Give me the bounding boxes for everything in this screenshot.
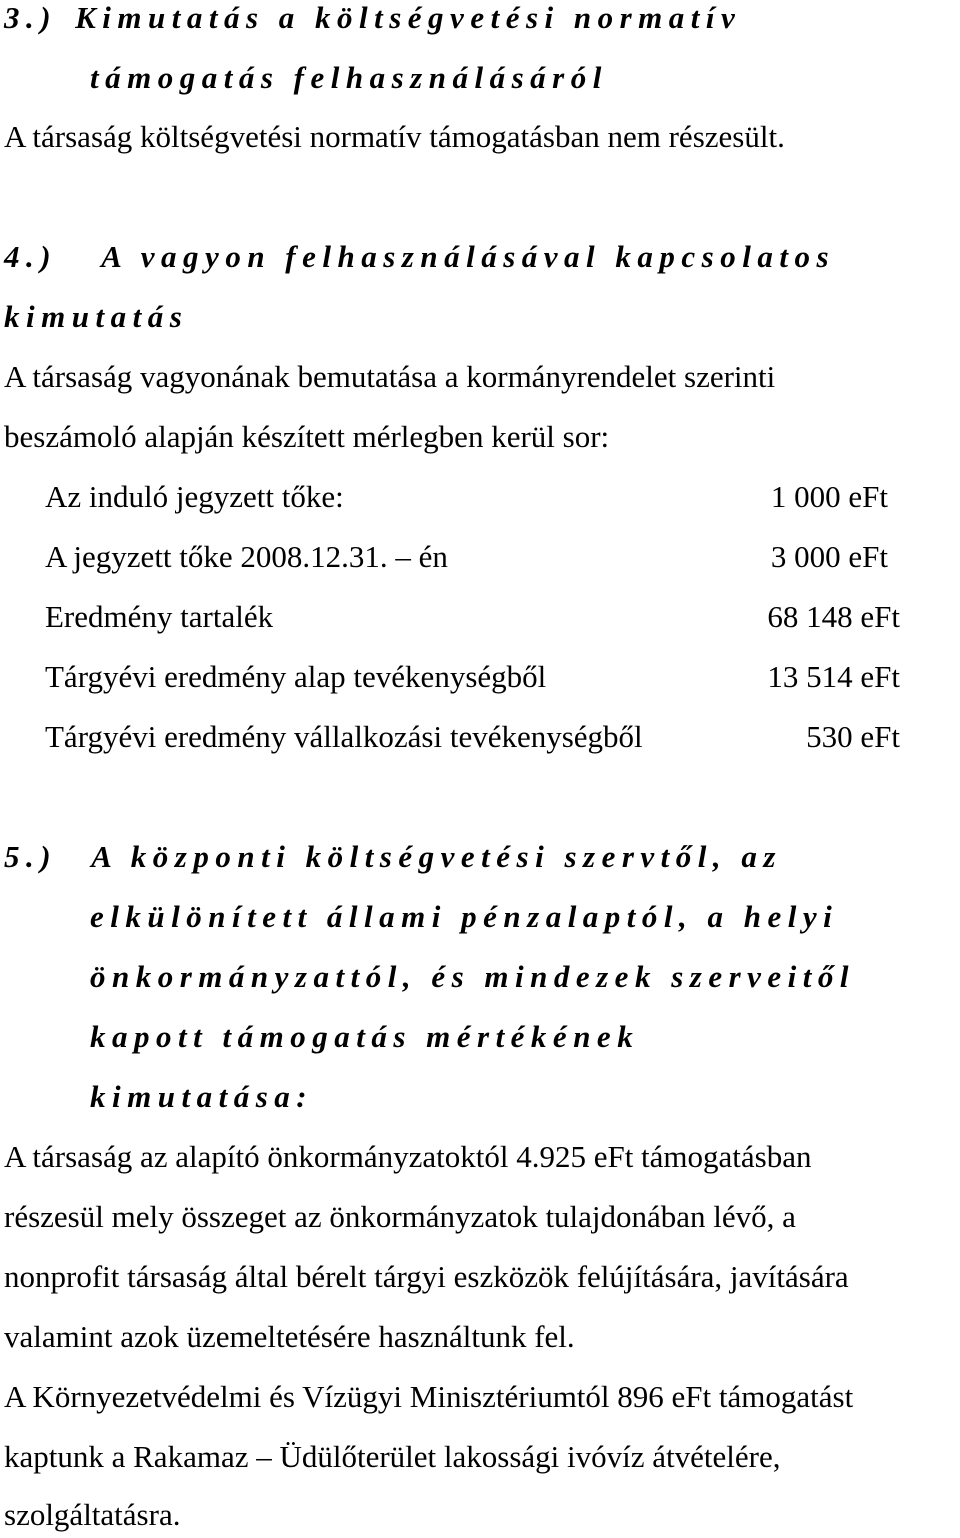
section-4-title-line-1: A vagyon felhasználásával kapcsolatos bbox=[101, 239, 836, 274]
asset-row-label: A jegyzett tőke 2008.12.31. – én bbox=[45, 539, 448, 574]
section-5-body-line: részesül mely összeget az önkormányzatok tulajdonában lévő, a bbox=[4, 1199, 796, 1234]
section-5-body-line: A társaság az alapító önkormányzatoktól 4.925 eFt támogatásban bbox=[4, 1139, 812, 1174]
asset-row-amount: 13 514 eFt bbox=[767, 659, 900, 694]
section-5-title-line-3: önkormányzattól, és mindezek szerveitől bbox=[90, 959, 855, 994]
section-4-body-line-2: beszámoló alapján készített mérlegben kerül sor: bbox=[4, 419, 610, 454]
asset-row bbox=[45, 539, 900, 575]
section-5-body-line: kaptunk a Rakamaz – Üdülőterület lakossági ivóvíz átvételére, bbox=[4, 1439, 781, 1474]
asset-row-label: Eredmény tartalék bbox=[45, 599, 274, 634]
section-5-title-line-5: kimutatása: bbox=[90, 1079, 314, 1114]
asset-row bbox=[45, 599, 900, 635]
section-5-title-line-4: kapott támogatás mértékének bbox=[90, 1019, 640, 1054]
section-4-title-line-2: kimutatás bbox=[4, 299, 189, 334]
asset-row-amount: 1 000 eFt bbox=[770, 479, 888, 514]
section-5-body-line: A Környezetvédelmi és Vízügyi Minisztériumtól 896 eFt támogatást bbox=[4, 1379, 854, 1414]
section-3-heading bbox=[4, 0, 741, 36]
section-5-title-line-1: A központi költségvetési szervtől, az bbox=[91, 839, 782, 874]
section-5-body-line: valamint azok üzemeltetésére használtunk fel. bbox=[4, 1319, 575, 1354]
section-5-body-line: nonprofit társaság által bérelt tárgyi eszközök felújítására, javítására bbox=[4, 1259, 849, 1294]
asset-row-amount: 3 000 eFt bbox=[770, 539, 888, 574]
section-3-number: 3.) bbox=[4, 0, 58, 35]
asset-row bbox=[45, 659, 900, 695]
section-5-title-line-2: elkülönített állami pénzalaptól, a helyi bbox=[90, 899, 839, 934]
section-4-number: 4.) bbox=[4, 239, 58, 274]
section-3-body: A társaság költségvetési normatív támogatásban nem részesült. bbox=[4, 119, 785, 154]
asset-row-label: Tárgyévi eredmény alap tevékenységből bbox=[45, 659, 547, 694]
asset-row-amount: 530 eFt bbox=[806, 719, 900, 754]
asset-row-label: Az induló jegyzett tőke: bbox=[45, 479, 344, 514]
section-5-number: 5.) bbox=[4, 839, 58, 874]
section-5-heading bbox=[4, 839, 782, 875]
asset-row-label: Tárgyévi eredmény vállalkozási tevékenységből bbox=[45, 719, 643, 754]
asset-row bbox=[45, 719, 900, 755]
section-3-title-line-1: Kimutatás a költségvetési normatív bbox=[75, 0, 742, 35]
section-4-body-line-1: A társaság vagyonának bemutatása a kormányrendelet szerinti bbox=[4, 359, 776, 394]
asset-row bbox=[45, 479, 900, 515]
section-5-body-line: szolgáltatásra. bbox=[4, 1497, 181, 1532]
section-4-heading bbox=[4, 239, 835, 275]
section-3-title-line-2: támogatás felhasználásáról bbox=[90, 60, 608, 95]
asset-row-amount: 68 148 eFt bbox=[767, 599, 900, 634]
